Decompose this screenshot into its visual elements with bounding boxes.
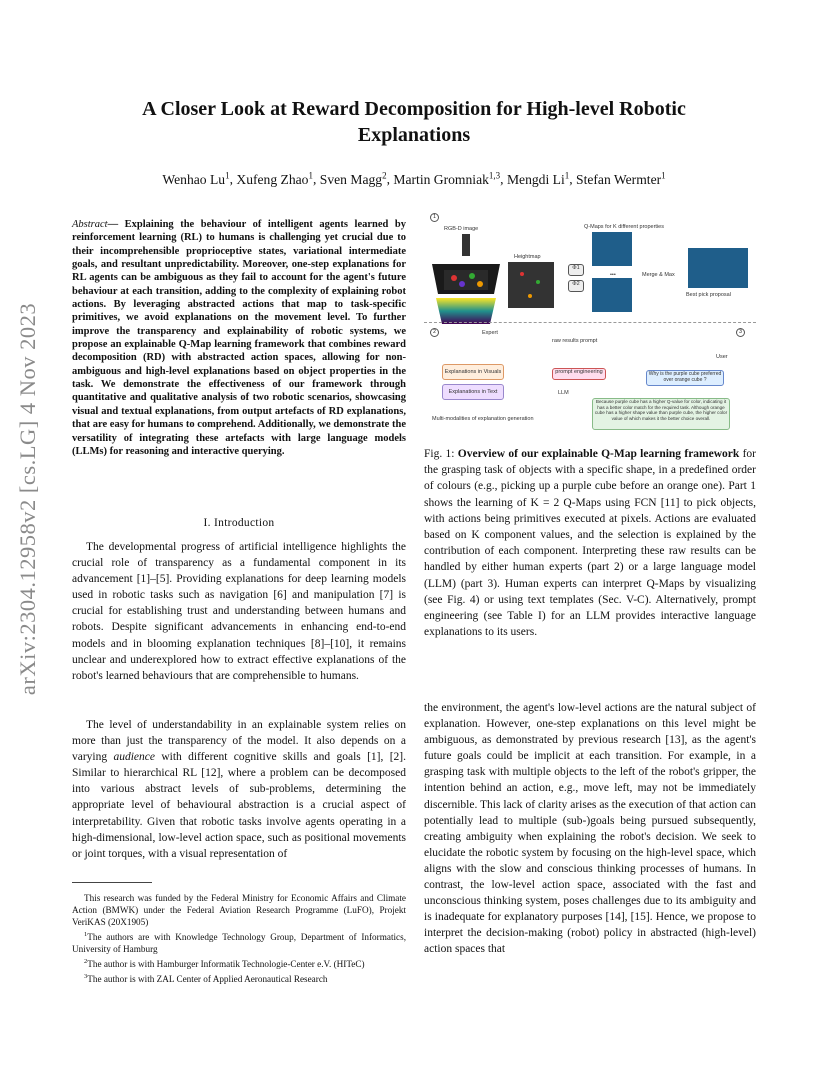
footnote bbox=[72, 971, 406, 985]
footnote-rule bbox=[72, 882, 152, 883]
author: Wenhao Lu$^1$ bbox=[162, 170, 230, 187]
object-dot bbox=[536, 280, 540, 284]
footnote bbox=[72, 956, 406, 970]
author-list: Wenhao Lu$^1$, Xufeng Zhao$^1$, Sven Magg$^2$, Martin Gromniak$^{1,3}$, Mengdi Li$^1$, Stefan Wermter$^1$ bbox=[162, 170, 666, 187]
author-affiliation: 2 bbox=[382, 170, 387, 180]
author: Mengdi Li$^1$ bbox=[506, 170, 570, 187]
intro-p2-part: The level of understandability in an explainable system relies on more than just the transparency of the model. It also depends on a varying bbox=[72, 719, 406, 764]
user-question: Why is the purple cube preferred over orange cube ? bbox=[646, 370, 724, 386]
merged-qmap bbox=[688, 248, 748, 288]
fcn-1-box: Φ1 bbox=[568, 264, 584, 276]
object-dot bbox=[528, 294, 532, 298]
figure-1 bbox=[424, 210, 756, 432]
author-affiliation: 1 bbox=[308, 170, 313, 180]
part-3-marker: 3 bbox=[736, 328, 745, 337]
part-1-marker: 1 bbox=[430, 213, 439, 222]
qmap-1 bbox=[592, 232, 632, 266]
rgbd-label: RGB-D image bbox=[444, 226, 479, 232]
qmaps-label: Q-Maps for K different properties bbox=[584, 224, 664, 230]
footnote bbox=[72, 929, 406, 955]
footnote-text: This research was funded by the Federal Ministry for Economic Affairs and Climate Action (BMWK) under the Federal Aviation Research Programme (LuFO), Projekt VeriKAS (20X1905) bbox=[72, 893, 406, 927]
expert-label: Expert bbox=[482, 330, 498, 336]
author-affiliation: 1,3 bbox=[488, 170, 501, 180]
abstract-label: Abstract bbox=[72, 219, 108, 230]
object-dot bbox=[520, 272, 524, 276]
abstract bbox=[72, 218, 406, 458]
intro-paragraph-2 bbox=[72, 717, 406, 862]
rgbd-scene bbox=[432, 234, 500, 324]
llm-label: LLM bbox=[558, 390, 569, 396]
visuals-box: Explanations in Visuals bbox=[442, 364, 504, 380]
section-heading bbox=[72, 517, 406, 529]
fcn-2-box: Φ2 bbox=[568, 280, 584, 292]
prompt-engineering-box: prompt engineering bbox=[552, 368, 606, 380]
footnote bbox=[72, 892, 406, 928]
footnote-text: The author is with ZAL Center of Applied Aeronautical Research bbox=[87, 974, 328, 985]
heightmap-image bbox=[508, 262, 554, 308]
author: Sven Magg$^2$ bbox=[319, 170, 387, 187]
intro-p2-part: with different cognitive skills and goals [1], [2]. Similar to hierarchical RL [12], where a problem can be decomposed into various abstract levels of sub-problems, determining the appropriate level of behavioural abstraction is a crucial aspect of interpretability. Given that robotic tasks involve agents operating in a high-dimensional, low-level action space, such as positional movements or joint torques, with a visual representation of bbox=[72, 751, 406, 860]
abstract-text: — Explaining the behaviour of intelligent agents learned by reinforcement learning (RL) to humans is challenging yet crucial due to their incomprehensible proprioceptive states, variational intermediate goals, and resultant unpredictability. Moreover, one-step explanations for RL agents can be ambiguous as they fail to account for the agent's future behaviour at each transition, adding to the complexity of explaining robot actions. By leveraging abstracted actions that map to task-specific primitives, we avoid explanations on the movement level. To further improve the transparency and explainability of robotic systems, we propose an explainable Q-Map learning framework that combines reward decomposition (RD) with abstracted action spaces, allowing for non-ambiguous and high-level explanations based on object properties in the task. We demonstrate the effectiveness of our framework through quantitative and qualitative analysis of two robotic scenarios, showcasing visual and textual explanations, from output artefacts of RD explanations, that are easy for humans to comprehend. Additionally, we demonstrate the versatility of integrating these artefacts with large language models (LLMs) for reasoning and interactive querying. bbox=[72, 219, 406, 457]
best-pick-label: Best pick proposal bbox=[686, 292, 731, 298]
heightmap-label: Heightmap bbox=[514, 254, 541, 260]
intro-p2-emphasis: audience bbox=[113, 751, 155, 764]
author: Xufeng Zhao$^1$ bbox=[236, 170, 313, 187]
qmap-2 bbox=[592, 278, 632, 312]
author-affiliation: 1 bbox=[564, 170, 570, 180]
part-2-marker: 2 bbox=[430, 328, 439, 337]
raw-results-label: raw results prompt bbox=[552, 338, 598, 344]
paper-title: A Closer Look at Reward Decomposition for High-level Robotic Explanations bbox=[142, 98, 686, 146]
text-box: Explanations in Text bbox=[442, 384, 504, 400]
footnote-text: The authors are with Knowledge Technology Group, Department of Informatics, University of Hamburg bbox=[72, 932, 406, 955]
divider bbox=[424, 322, 756, 323]
llm-answer: Because purple cube has a higher Q-value for color, indicating it has a better color match for the required task. Although orange cube has a higher shape value than purple cube, the higher color value of which makes it the better choice overall. bbox=[592, 398, 730, 430]
author-affiliation: 1 bbox=[225, 170, 230, 180]
author-affiliation: 1 bbox=[661, 170, 666, 180]
footnote-mark: 1 bbox=[84, 931, 88, 938]
figure-caption bbox=[424, 446, 756, 640]
right-column-text: the environment, the agent's low-level actions are the natural subject of explanation. However, one-step explanations on this level might be ambiguous, as demonstrated by previous research [13], as the agent's future goals could be implicit at each transition. For example, in a grasping task with multiple objects to the left of the robot's gripper, the intention behind an action, e.g., move left, may not be immediately discernible. This lack of clarity arises as the execution of that action can potentially lead to multiple (sub-)goals being pursued subsequently, creating ambiguity when explaining the robot's decision. We seek to elucidate the robotic system by focusing on the high-level space, which aligns with the slow and conscious thinking processes of humans. In contrast, the low-level action space, associated with the fast and unconscious thinking system, poses challenges due to its ambiguity and is inadequate for explanatory purposes [14], [15]. Hence, we propose to interpret the decision-making (robot) policy in abstracted (high-level) action spaces that bbox=[424, 702, 756, 956]
multimodal-label: Multi-modalities of explanation generation bbox=[432, 416, 534, 422]
footnotes bbox=[72, 892, 406, 986]
section-heading-text: I. Introduction bbox=[203, 517, 275, 529]
footnote-text: The author is with Hamburger Informatik Technologie-Center e.V. (HITeC) bbox=[87, 959, 365, 970]
user-label: User bbox=[716, 354, 728, 360]
author: Martin Gromniak$^{1,3}$ bbox=[393, 170, 501, 187]
footnote-mark: 2 bbox=[84, 958, 88, 966]
caption-title: Overview of our explainable Q-Map learning framework bbox=[457, 448, 740, 460]
intro-paragraph-1: The developmental progress of artificial intelligence highlights the crucial role of transparency as a fundamental component in its advancement [1]–[5]. Providing explanations for deep learning models used in robotic tasks such as navigation [6] and manipulation [7] is crucial for establishing trust and understanding between humans and robots. Despite significant advancements in enhancing end-to-end models and in blooming explanation techniques [8]–[10], it remains unclear and underexplored how to extract effective explanations of the robot's learned behaviours that are comprehensible to humans. bbox=[72, 541, 406, 682]
ellipsis: ••• bbox=[610, 272, 616, 278]
caption-text: for the grasping task of objects with a specific shape, in a predefined order of colours (e.g., picking up a purple cube before an orange one). Part 1 shows the learning of K = 2 Q-Maps using FCN [11] to pick objects, with actions being primitives executed at pixels. Actions are evaluated based on K component values, and the selection is explained by the contribution of each component. Interpreting these raw results can be handled by either human experts (part 2) or a large language model (LLM) (part 3). Human experts can interpret Q-Maps by visualizing (see Fig. 4) or using text templates (Sec. V-C). Alternatively, prompt engineering (see Table I) for an LLM provides interactive language explanations to its users. bbox=[424, 448, 757, 639]
caption-label: Fig. 1: bbox=[424, 448, 455, 460]
author: Stefan Wermter$^1$ bbox=[576, 170, 666, 187]
arxiv-stamp: arXiv:2304.12958v2 [cs.LG] 4 Nov 2023 bbox=[15, 302, 40, 696]
merge-label: Merge & Max bbox=[642, 272, 675, 278]
footnote-mark: 3 bbox=[84, 973, 88, 981]
